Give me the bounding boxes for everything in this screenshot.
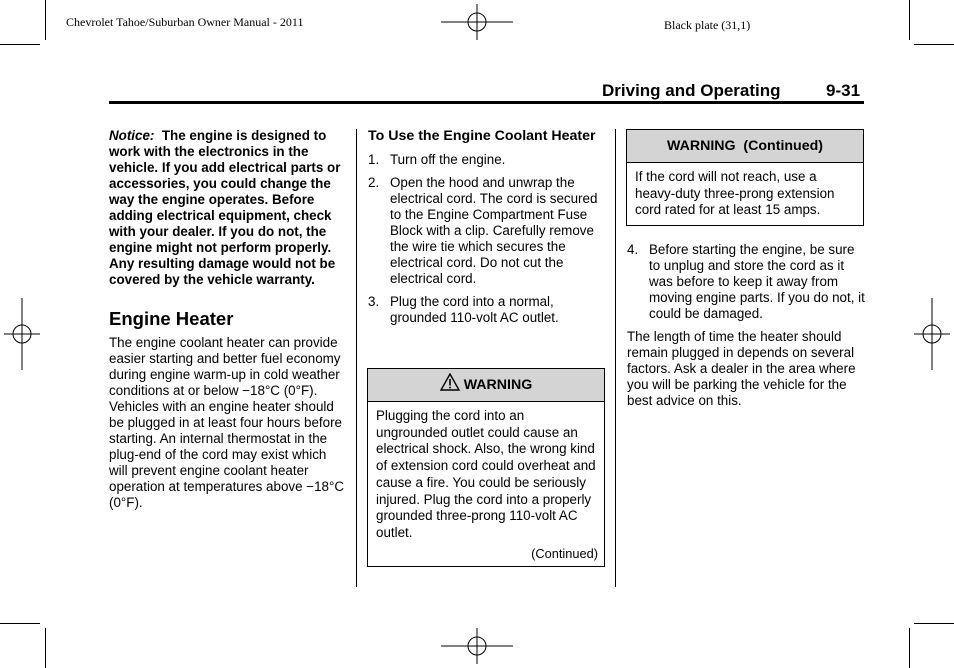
warning-continued-body: If the cord will not reach, use a heavy-duty three-prong extension cord rated for at least 15 amps.: [635, 169, 835, 218]
list-item: 3. Plug the cord into a normal, grounded 110-volt AC outlet.: [368, 294, 559, 325]
warning-continued: (Continued): [531, 545, 598, 561]
notice-text: The engine is designed to work with the electronics in the vehicle. If you add electrical parts or accessories, you could change the way the engine operates. Before adding electrical equipment, check with your dealer. If you do not, the engine might not perform properly. Any resulting damage would not be covered by the vehicle warranty.: [109, 128, 341, 287]
column-divider-1: [356, 129, 357, 587]
header-rule: [109, 101, 864, 104]
column-divider-2: [615, 129, 616, 587]
warning-title-bar: [368, 369, 604, 402]
warning-continued-title: WARNING (Continued): [627, 130, 863, 163]
list-item: 4. Before starting the engine, be sure to unplug and store the cord as it was before to keep it away from moving engine parts. If you do not, it could be damaged.: [627, 242, 865, 321]
column-2: [368, 128, 604, 333]
engine-heater-heading: Engine Heater: [109, 308, 234, 329]
registration-mark-left-icon: [2, 298, 42, 370]
warning-body: Plugging the cord into an ungrounded outlet could cause an electrical shock. Also, the wrong kind of extension cord could overheat and cause a fire. You could be seriously injured. Plug the cord into a properly grounded three-prong 110-volt AC outlet.: [376, 408, 596, 540]
coolant-heater-steps: [368, 152, 604, 326]
notice-label: Notice:: [109, 128, 155, 143]
engine-heater-body: The engine coolant heater can provide easier starting and better fuel economy during engine warm-up in cold weather conditions at or below −18°C (0°F). Vehicles with an engine heater should be plugged in at least four hours before starting. An internal thermostat in the plug-end of the cord may exist which will prevent engine coolant heater operation at temperatures above −18°C (0°F).: [109, 335, 345, 510]
coolant-heater-heading: To Use the Engine Coolant Heater: [368, 128, 596, 144]
column-3: [627, 242, 865, 409]
plate-label: Black plate (31,1): [664, 18, 751, 32]
list-item: 2. Open the hood and unwrap the electrical cord. The cord is secured to the Engine Compartment Fuse Block with a clip. Carefully remove the wire tie which secures the electrical cord. Do not cut the electrical cord.: [368, 175, 598, 286]
warning-title: WARNING: [463, 377, 533, 393]
registration-mark-bottom-icon: [441, 626, 513, 666]
heater-duration-body: The length of time the heater should remain plugged in depends on several factors. Ask a dealer in the area where you will be parking the vehicle for the best advice on this.: [627, 329, 856, 408]
section-title: Driving and Operating: [602, 81, 781, 100]
warning-box: [367, 368, 605, 567]
registration-mark-top-icon: [441, 2, 513, 42]
notice-paragraph: [109, 128, 347, 288]
manual-title: Chevrolet Tahoe/Suburban Owner Manual - 2011: [66, 15, 304, 29]
column-1: [109, 128, 347, 511]
list-item: 1. Turn off the engine.: [368, 152, 506, 167]
page-number: 9-31: [826, 81, 861, 100]
warning-triangle-icon: [440, 373, 460, 391]
coolant-heater-steps-continued: [627, 242, 865, 322]
warning-continued-box: [626, 129, 864, 226]
registration-mark-right-icon: [912, 298, 952, 370]
